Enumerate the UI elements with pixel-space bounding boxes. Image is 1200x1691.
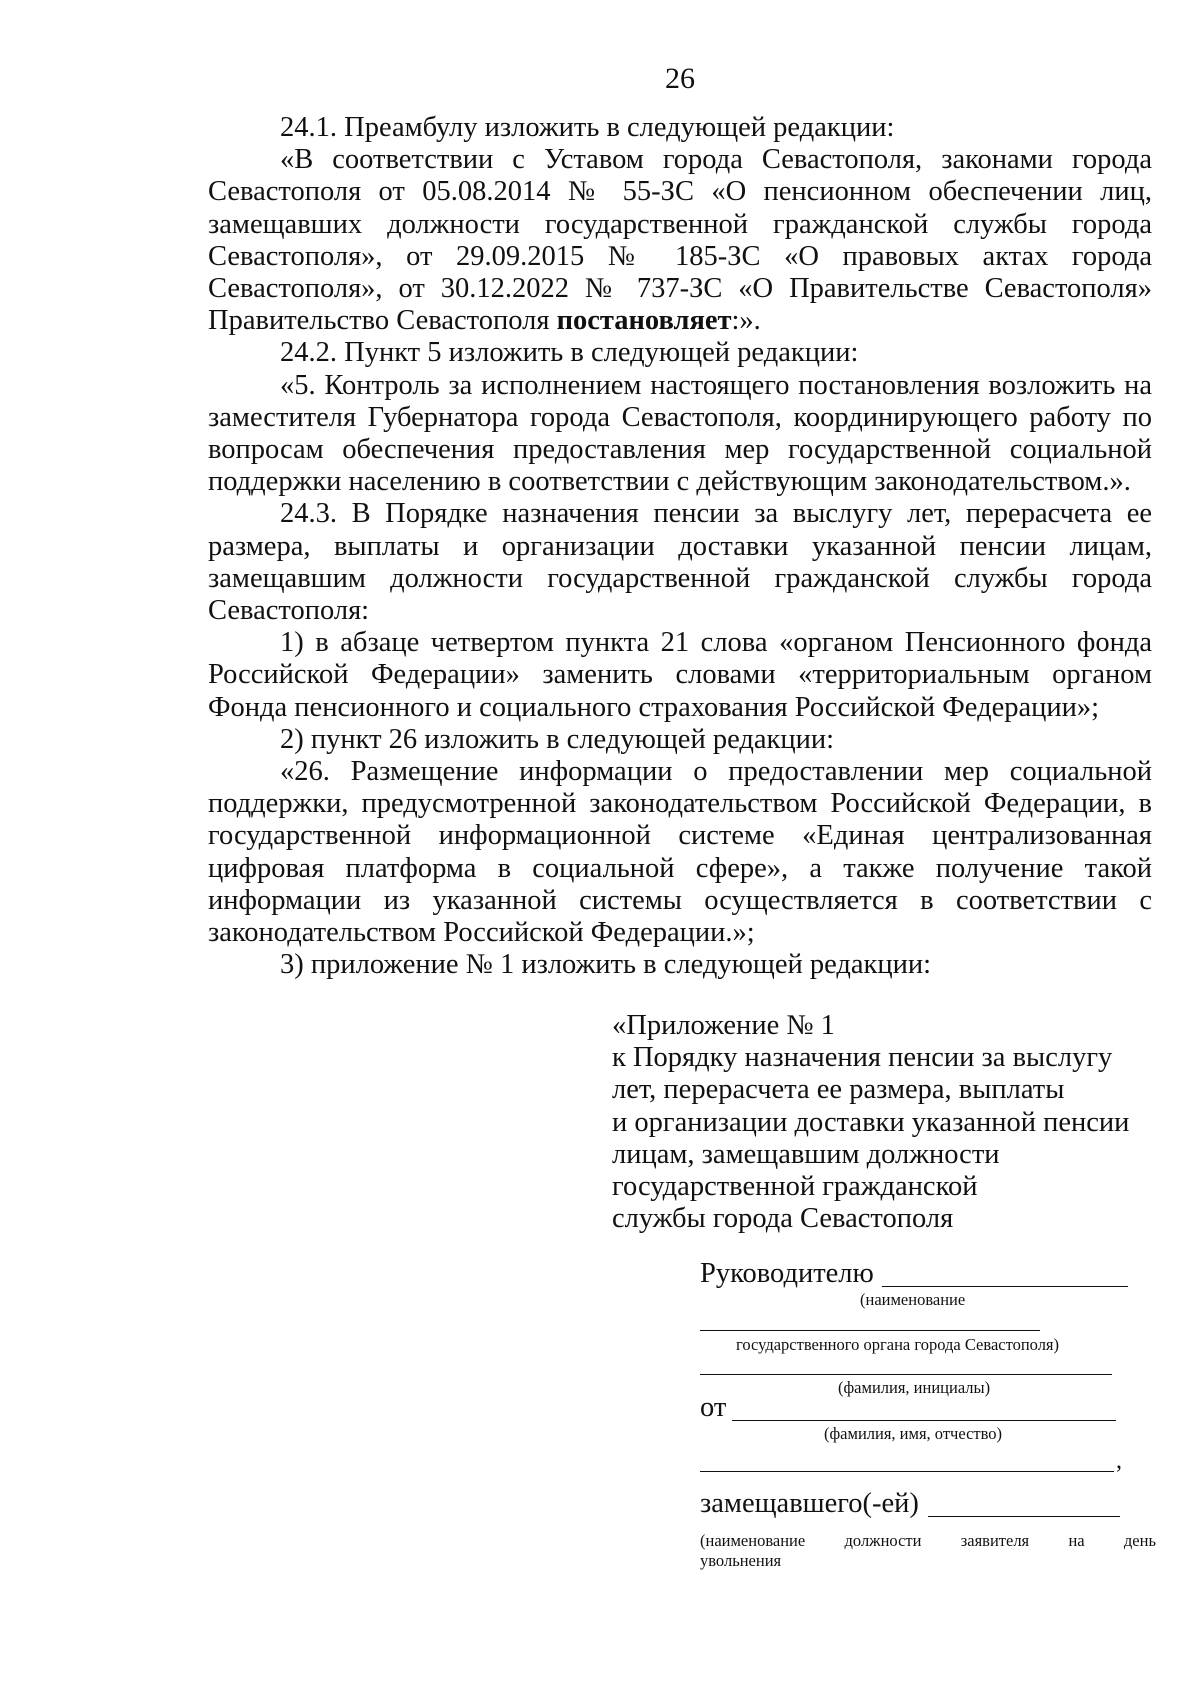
- paragraph-sub-3: 3) приложение № 1 изложить в следующей редакции:: [280, 949, 932, 981]
- appendix-line: лет, перерасчета ее размера, выплаты: [612, 1074, 1065, 1106]
- from-label: от: [700, 1392, 727, 1423]
- caption-initials: (фамилия, инициалы): [838, 1378, 991, 1397]
- caption-name: (наименование: [860, 1290, 966, 1309]
- paragraph-sub-1: 1) в абзаце четвертом пункта 21 слова «органом Пенсионного фонда Российской Федерации» заменить словами «территориальным органом Фонда пенсионного и социального страхования Российской Федерации»;: [208, 627, 1152, 723]
- appendix-line: «Приложение № 1: [612, 1010, 835, 1041]
- appendix-line: лицам, замещавшим должности: [612, 1138, 1000, 1170]
- appendix-line: государственной гражданской: [612, 1171, 978, 1203]
- from-line[interactable]: [732, 1420, 1116, 1421]
- caption-fio: (фамилия, имя, отчество): [824, 1424, 1003, 1443]
- appendix-line: к Порядку назначения пенсии за выслугу: [612, 1042, 1113, 1074]
- appendix-line: службы города Севастополя: [612, 1203, 954, 1235]
- paragraph-preamble: [208, 144, 1152, 337]
- paragraph-item-26: «26. Размещение информации о предоставлении мер социальной поддержки, предусмотренной законодательством Российской Федерации, в государственной информационной системе «Единая централизованная цифровая платформа в социальной сфере», а также получение такой информации из указанной системы осуществляется в соответствии с законодательством Российской Федерации.»;: [208, 756, 1152, 949]
- org-line[interactable]: [700, 1330, 1040, 1331]
- caption-dismissal: увольнения: [700, 1551, 782, 1570]
- bold-word: постановляет: [556, 305, 732, 337]
- paragraph-24-2: 24.2. Пункт 5 изложить в следующей редакции:: [280, 337, 859, 369]
- page-number: 26: [665, 62, 695, 95]
- paragraph-24-1: 24.1. Преамбулу изложить в следующей редакции:: [280, 112, 895, 143]
- fio-continuation-line[interactable]: [700, 1471, 1114, 1472]
- held-line[interactable]: [928, 1516, 1120, 1517]
- preamble-text: «В соответствии с Уставом города Севастополя, законами города Севастополя от 05.08.2014 № 55-ЗС «О пенсионном обеспечении лиц, замещавших должности государственной гражданской службы города Севастополя», от 29.09.2015 № 185-ЗС «О правовых актах города Севастополя», от 30.12.2022 № 737-ЗС «О Правительстве Севастополя» Правительство Севастополя: [208, 144, 1152, 337]
- caption-org: государственного органа города Севастополя): [736, 1335, 1060, 1354]
- comma: ,: [1116, 1448, 1122, 1474]
- appendix-header: [612, 1010, 1152, 1235]
- bold-tail: :».: [731, 305, 761, 337]
- initials-line[interactable]: [700, 1374, 1112, 1375]
- held-label: замещавшего(-ей): [700, 1488, 919, 1519]
- to-label: Руководителю: [700, 1258, 874, 1289]
- appendix-line: и организации доставки указанной пенсии: [612, 1106, 1130, 1138]
- paragraph-24-3: 24.3. В Порядке назначения пенсии за выслугу лет, перерасчета ее размера, выплаты и организации доставки указанной пенсии лицам, замещавшим должности государственной гражданской службы города Севастополя:: [208, 498, 1152, 627]
- to-line[interactable]: [882, 1286, 1128, 1287]
- paragraph-item-5: «5. Контроль за исполнением настоящего постановления возложить на заместителя Губернатора города Севастополя, координирующего работу по вопросам обеспечения предоставления мер государственной социальной поддержки населению в соответствии с действующим законодательством.».: [208, 369, 1152, 498]
- caption-position: (наименование должности заявителя на день: [700, 1531, 1156, 1550]
- document-body: [208, 112, 1152, 981]
- paragraph-sub-2: 2) пункт 26 изложить в следующей редакции:: [280, 723, 835, 755]
